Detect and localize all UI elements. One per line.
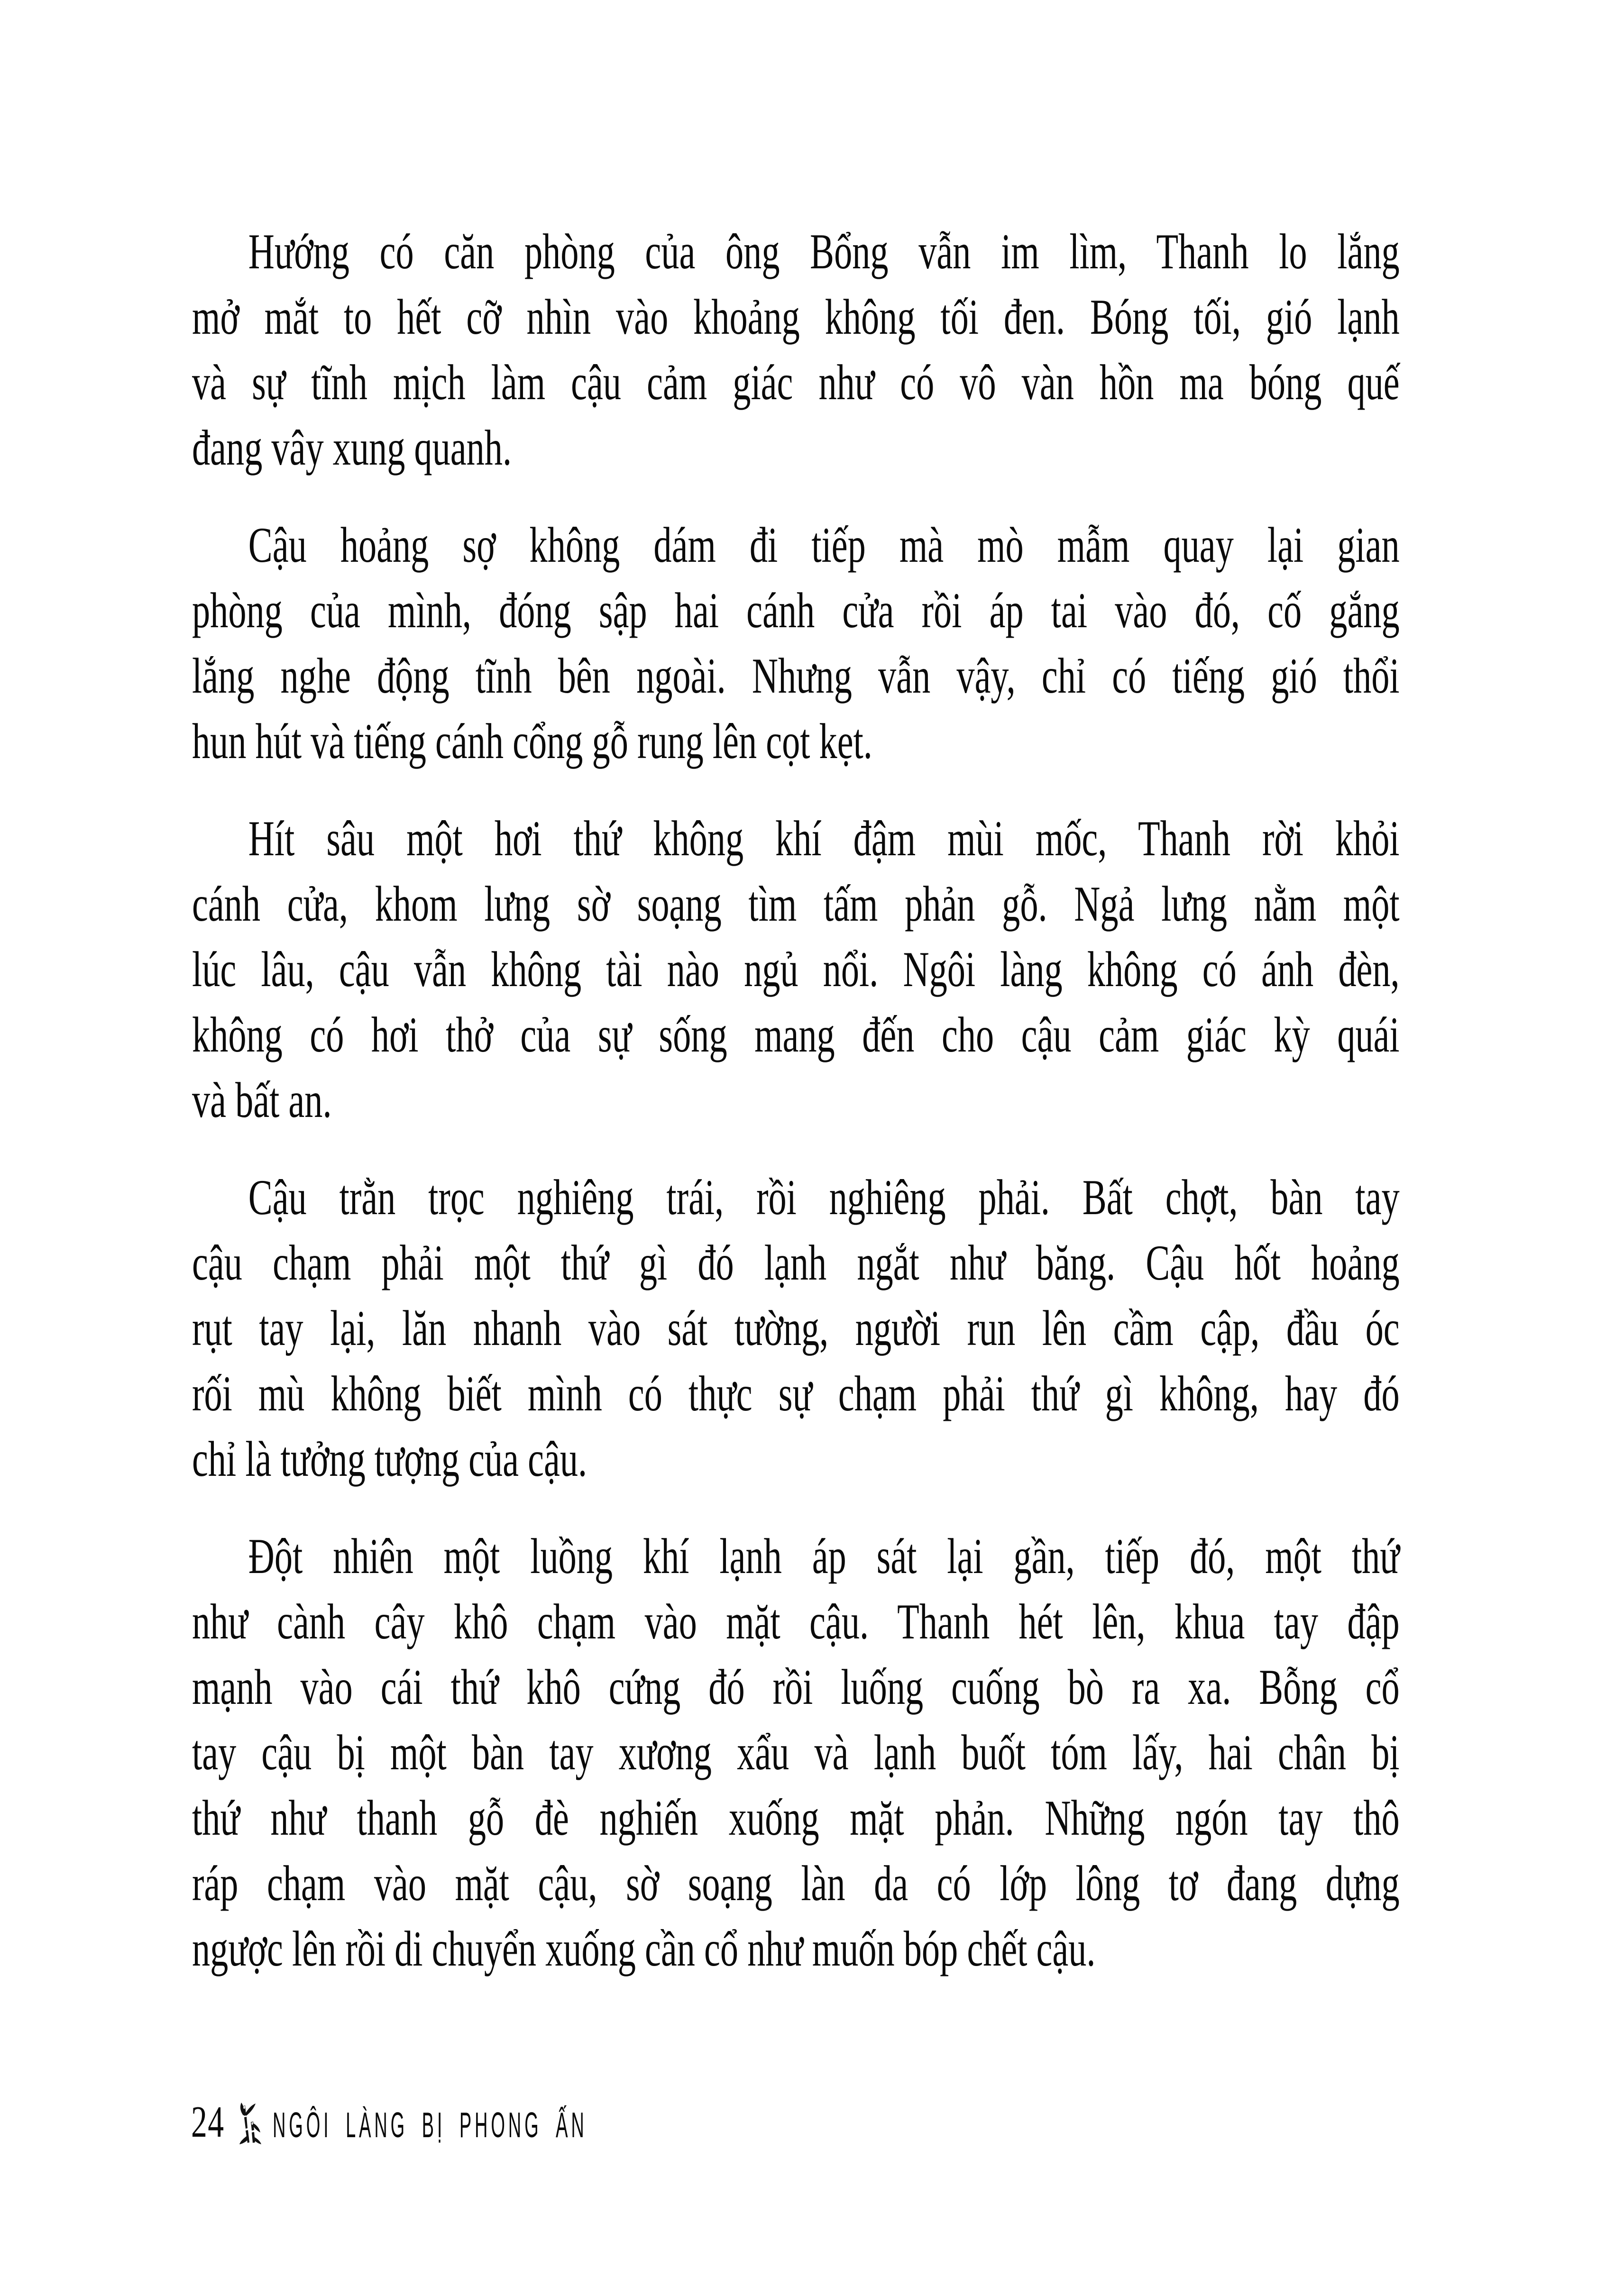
text-line: Cậu trằn trọc nghiêng trái, rồi nghiêng phải. Bất chợt, bàn tay bbox=[248, 1170, 1400, 1225]
paragraph bbox=[192, 1165, 1400, 1492]
page-text bbox=[192, 219, 1400, 1982]
text-line: chỉ là tưởng tượng của cậu. bbox=[192, 1431, 587, 1487]
bamboo-icon bbox=[234, 2101, 265, 2145]
text-line: ngược lên rồi di chuyển xuống cần cổ như muốn bóp chết cậu. bbox=[192, 1921, 1096, 1976]
text-line: Hướng có căn phòng của ông Bổng vẫn im lìm, Thanh lo lắng bbox=[248, 224, 1400, 279]
page-number: 24 bbox=[191, 2097, 225, 2147]
text-line: lắng nghe động tĩnh bên ngoài. Nhưng vẫn vậy, chỉ có tiếng gió thổi bbox=[192, 648, 1400, 704]
text-line: lúc lâu, cậu vẫn không tài nào ngủ nổi. Ngôi làng không có ánh đèn, bbox=[192, 942, 1400, 997]
text-line: và sự tĩnh mịch làm cậu cảm giác như có vô vàn hồn ma bóng quế bbox=[192, 355, 1400, 410]
paragraph bbox=[192, 806, 1400, 1133]
text-line: cánh cửa, khom lưng sờ soạng tìm tấm phản gỗ. Ngả lưng nằm một bbox=[192, 876, 1400, 932]
text-line: mạnh vào cái thứ khô cứng đó rồi luống cuống bò ra xa. Bỗng cổ bbox=[192, 1659, 1400, 1715]
text-line: cậu chạm phải một thứ gì đó lạnh ngắt như băng. Cậu hốt hoảng bbox=[192, 1235, 1400, 1290]
text-line: đang vây xung quanh. bbox=[192, 420, 512, 476]
text-line: Hít sâu một hơi thứ không khí đậm mùi mốc, Thanh rời khỏi bbox=[248, 811, 1400, 866]
text-line: mở mắt to hết cỡ nhìn vào khoảng không tối đen. Bóng tối, gió lạnh bbox=[192, 289, 1400, 345]
text-line: không có hơi thở của sự sống mang đến cho cậu cảm giác kỳ quái bbox=[192, 1007, 1400, 1062]
text-line: Cậu hoảng sợ không dám đi tiếp mà mò mẫm quay lại gian bbox=[248, 517, 1400, 573]
text-line: như cành cây khô chạm vào mặt cậu. Thanh hét lên, khua tay đập bbox=[192, 1594, 1400, 1649]
text-line: thứ như thanh gỗ đè nghiến xuống mặt phản. Những ngón tay thô bbox=[192, 1790, 1400, 1846]
text-line: ráp chạm vào mặt cậu, sờ soạng làn da có lớp lông tơ đang dựng bbox=[192, 1856, 1400, 1911]
text-line: rối mù không biết mình có thực sự chạm phải thứ gì không, hay đó bbox=[192, 1366, 1400, 1421]
text-line: hun hút và tiếng cánh cổng gỗ rung lên cọt kẹt. bbox=[192, 713, 872, 769]
paragraph bbox=[192, 1524, 1400, 1982]
text-line: Đột nhiên một luồng khí lạnh áp sát lại gần, tiếp đó, một thứ bbox=[248, 1528, 1400, 1584]
book-title: NGÔI LÀNG BỊ PHONG ẤN bbox=[273, 2104, 587, 2145]
text-line: và bất an. bbox=[192, 1072, 332, 1128]
page-footer bbox=[191, 2097, 735, 2147]
text-line: rụt tay lại, lăn nhanh vào sát tường, người run lên cầm cập, đầu óc bbox=[192, 1300, 1400, 1356]
text-line: tay cậu bị một bàn tay xương xẩu và lạnh buốt tóm lấy, hai chân bị bbox=[192, 1725, 1400, 1780]
paragraph bbox=[192, 512, 1400, 774]
paragraph bbox=[192, 219, 1400, 481]
text-line: phòng của mình, đóng sập hai cánh cửa rồi áp tai vào đó, cố gắng bbox=[192, 583, 1400, 638]
